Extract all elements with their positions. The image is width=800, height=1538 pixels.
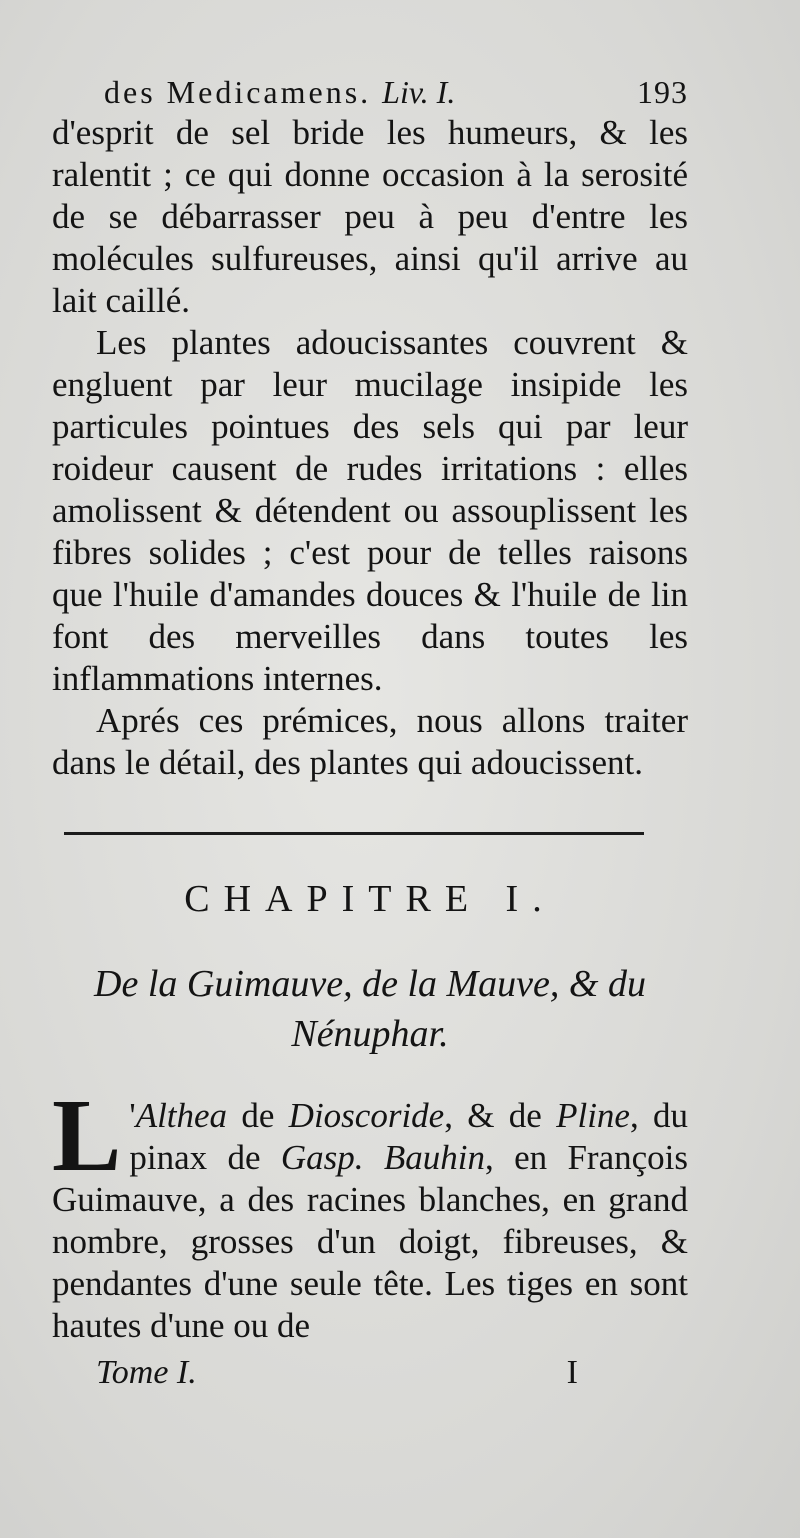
footer-signature: I	[566, 1354, 578, 1391]
paragraph-continuation: d'esprit de sel bride les humeurs, & les ralentit ; ce qui donne occasion à la serosité de se débarrasser peu à peu d'entre les molécules sulfureuses, ainsi qu'il arrive au lait caillé.	[52, 113, 688, 320]
chapter-heading: CHAPITRE I.	[184, 878, 556, 920]
name-gasp-bauhin: Gasp. Bauhin	[280, 1138, 485, 1177]
paragraph-adoucissantes: Les plantes adoucissantes couvrent & engluent par leur mucilage insipide les particules pointues des sels qui par leur roideur causent de rudes irritations : elles amolissent & détendent ou assouplissent les fibres solides ; c'est pour de telles raisons que l'huile d'amandes douces & l'huile de lin font des merveilles dans toutes les inflammations internes.	[52, 323, 688, 698]
body-text: de	[227, 1096, 289, 1135]
running-head-title	[104, 72, 455, 112]
running-head-section: Liv. I.	[382, 74, 456, 110]
chapter-first-paragraph	[52, 1078, 689, 1347]
body-text: , & de	[444, 1096, 557, 1135]
body-text: , en François Guimauve, a des racines blanches, en grand nombre, grosses d'un doigt, fibreuses, & pendantes d'une seule tête. Les tiges en sont hautes d'une ou de	[52, 1138, 689, 1345]
body-text: , du pinax de	[129, 1096, 689, 1177]
running-head-text: des Medicamens.	[104, 74, 372, 110]
name-althea: Althea	[135, 1096, 228, 1135]
footer-tome: Tome I.	[96, 1354, 197, 1391]
page-number: 193	[637, 74, 688, 110]
paragraph-premices: Aprés ces prémices, nous allons traiter dans le détail, des plantes qui adoucissent.	[52, 701, 688, 782]
page-content	[52, 72, 688, 1393]
drop-cap: L	[52, 1078, 122, 1193]
page-footer	[52, 1353, 688, 1393]
chapter-subtitle: De la Guimauve, de la Mauve, & du Nénuphar.	[94, 963, 646, 1055]
name-dioscoride: Dioscoride	[288, 1096, 445, 1135]
running-head	[52, 72, 688, 112]
name-pline: Pline	[556, 1096, 630, 1135]
section-rule	[64, 832, 644, 835]
body-text: '	[129, 1096, 136, 1135]
